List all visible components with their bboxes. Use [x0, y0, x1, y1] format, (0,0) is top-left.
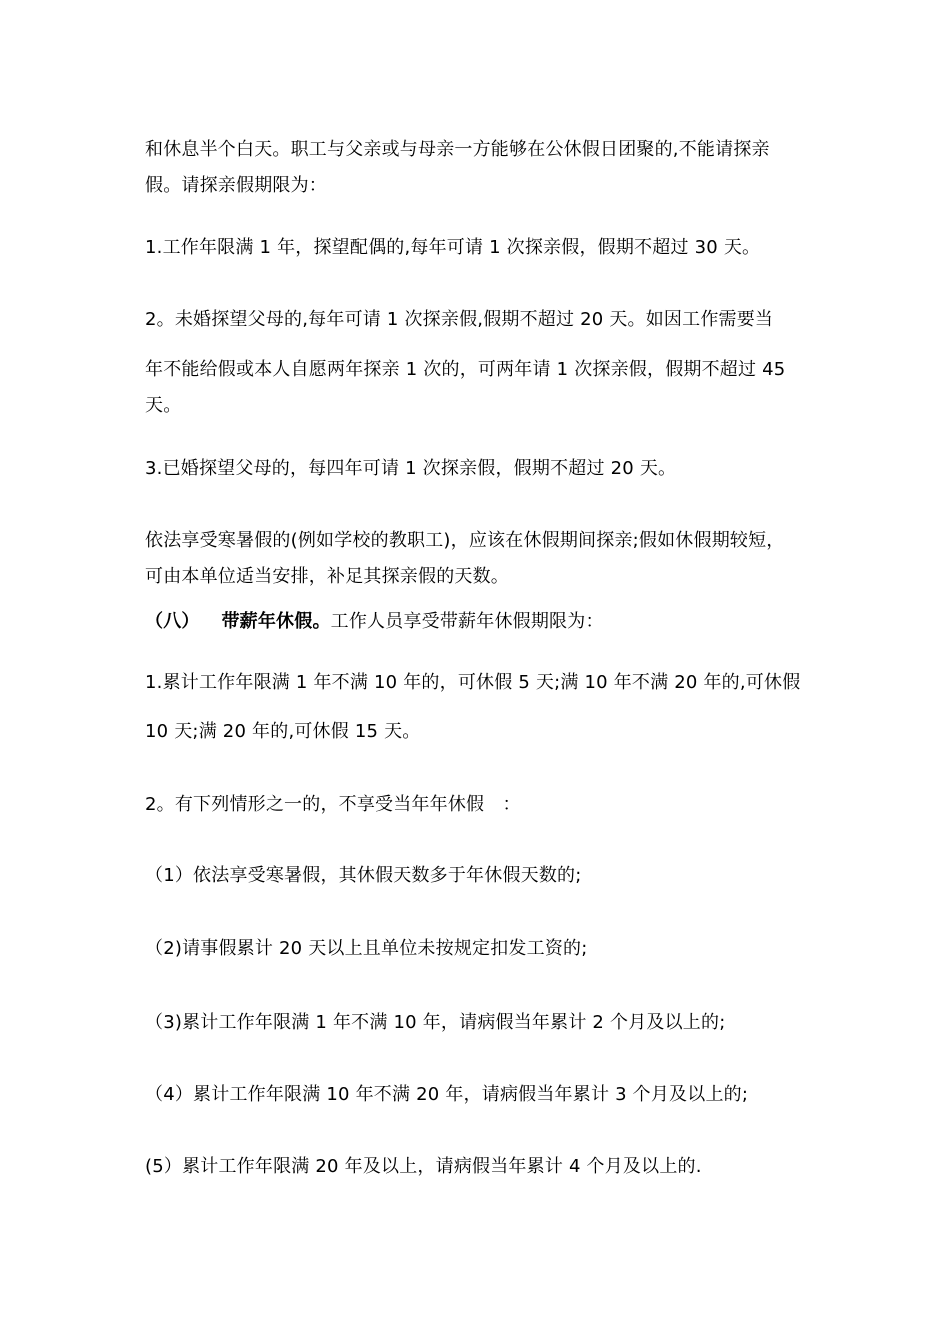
- exclusion-item-2: （2)请事假累计 20 天以上且单位未按规定扣发工资的;: [145, 938, 588, 959]
- list-item-married-visit-parents: 3.已婚探望父母的，每四年可请 1 次探亲假，假期不超过 20 天。: [145, 458, 677, 479]
- list-item-exclusions: 2。有下列情形之一的，不享受当年年休假 ：: [145, 794, 521, 815]
- exclusion-item-5: (5）累计工作年限满 20 年及以上，请病假当年累计 4 个月及以上的.: [145, 1156, 702, 1177]
- section-heading-annual-leave: [145, 609, 810, 635]
- paragraph-line: 年不能给假或本人自愿两年探亲 1 次的，可两年请 1 次探亲假，假期不超过 45: [145, 359, 786, 380]
- paragraph-line: 假。请探亲假期限为：: [145, 175, 327, 196]
- exclusion-item-1: （1）依法享受寒暑假，其休假天数多于年休假天数的;: [145, 865, 582, 886]
- section-intro-text: 工作人员享受带薪年休假期限为：: [330, 611, 604, 632]
- exclusion-item-3: （3)累计工作年限满 1 年不满 10 年，请病假当年累计 2 个月及以上的;: [145, 1012, 726, 1033]
- list-item-unmarried-visit-parents: 2。未婚探望父母的,每年可请 1 次探亲假,假期不超过 20 天。如因工作需要当: [145, 309, 774, 330]
- paragraph-line: 天。: [145, 395, 182, 416]
- paragraph-line: 可由本单位适当安排，补足其探亲假的天数。: [145, 566, 509, 587]
- section-title: 带薪年休假。: [221, 611, 331, 632]
- paragraph-line: 依法享受寒暑假的(例如学校的教职工)，应该在休假期间探亲;假如休假期较短，: [145, 530, 785, 551]
- section-number: （八）: [145, 611, 200, 632]
- list-item-visit-spouse: 1.工作年限满 1 年，探望配偶的,每年可请 1 次探亲假，假期不超过 30 天。: [145, 237, 761, 258]
- paragraph-line: 10 天;满 20 年的,可休假 15 天。: [145, 721, 421, 742]
- paragraph-line: 和休息半个白天。职工与父亲或与母亲一方能够在公休假日团聚的,不能请探亲: [145, 139, 770, 160]
- list-item-annual-leave-days: 1.累计工作年限满 1 年不满 10 年的，可休假 5 天;满 10 年不满 20 年的,可休假: [145, 672, 801, 693]
- exclusion-item-4: （4）累计工作年限满 10 年不满 20 年，请病假当年累计 3 个月及以上的;: [145, 1084, 749, 1105]
